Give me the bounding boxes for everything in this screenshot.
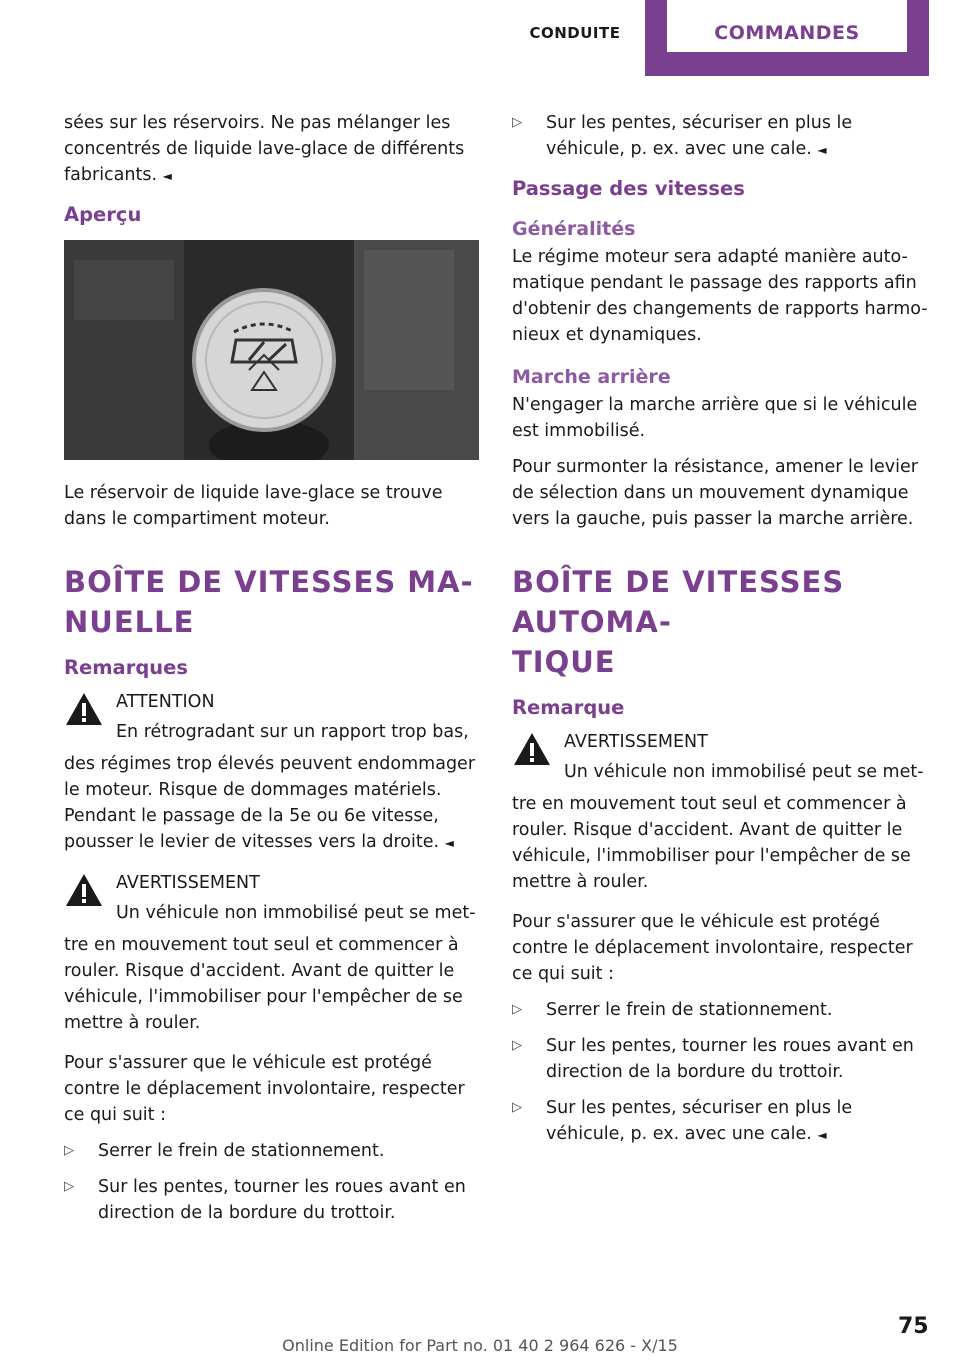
page-number: 75	[898, 1314, 929, 1339]
list-item: ▷ Serrer le frein de stationnement.	[64, 1138, 482, 1164]
end-mark-icon: ◄	[817, 143, 827, 157]
avertissement-first-line: Un véhicule non immobilisé peut se met-	[564, 762, 924, 782]
warning-triangle-icon	[64, 691, 104, 727]
tab-conduite[interactable]: CONDUITE	[529, 24, 621, 42]
bullet-icon: ▷	[512, 115, 522, 130]
warning-triangle-icon	[512, 731, 552, 767]
bullet-icon: ▷	[64, 1143, 74, 1158]
avertissement-title: AVERTISSEMENT	[564, 732, 708, 752]
passage-heading: Passage des vitesses	[512, 177, 745, 200]
footer-edition: Online Edition for Part no. 01 40 2 964 626 - X/15	[282, 1336, 678, 1355]
remarque-heading: Remarque	[512, 696, 625, 719]
list-item: ▷ Sur les pentes, tourner les roues avant en direction de la bordure du trottoir.	[64, 1174, 482, 1226]
tab-commandes-label: COMMANDES	[667, 0, 907, 52]
generalites-heading: Généralités	[512, 218, 636, 240]
attention-title: ATTENTION	[116, 692, 215, 712]
list-item: ▷ Sur les pentes, sécuriser en plus le véhicule, p. ex. avec une cale. ◄	[512, 1095, 930, 1148]
automatic-gearbox-heading	[512, 562, 930, 682]
manual-gearbox-heading	[64, 562, 482, 642]
auto-heading-line2: TIQUE	[512, 645, 616, 679]
right-bullet-list	[512, 997, 930, 1148]
intro-paragraph: sées sur les réservoirs. Ne pas mélanger les concentrés de liquide lave-glace de différents fabricants. ◄	[64, 113, 465, 185]
generalites-paragraph: Le régime moteur sera adapté manière auto-matique pendant le passage des rapports afin d'obtenir des changements de rapports harmo-nieux et dynamiques.	[512, 247, 928, 345]
avertissement-body: tre en mouvement tout seul et commencer à rouler. Risque d'accident. Avant de quitter le véhicule, l'immobiliser pour l'empêcher de se mettre à rouler.	[512, 794, 911, 892]
warning-triangle-icon	[64, 872, 104, 908]
assure-paragraph: Pour s'assurer que le véhicule est protégé contre le déplacement involontaire, respecter ce qui suit :	[64, 1053, 465, 1125]
list-item: ▷ Sur les pentes, sécuriser en plus le véhicule, p. ex. avec une cale. ◄	[512, 110, 930, 163]
page-header	[0, 0, 960, 80]
remarques-heading: Remarques	[64, 656, 189, 679]
marche-paragraph-1: N'engager la marche arrière que si le véhicule est immobilisé.	[512, 395, 918, 441]
end-mark-icon: ◄	[444, 836, 454, 850]
marche-arriere-heading: Marche arrière	[512, 366, 671, 388]
bullet-icon: ▷	[512, 1100, 522, 1115]
avertissement-title: AVERTISSEMENT	[116, 873, 260, 893]
bullet-icon: ▷	[512, 1002, 522, 1017]
marche-paragraph-2: Pour surmonter la résistance, amener le levier de sélection dans un mouvement dynamique vers la gauche, puis passer la marche arrière.	[512, 457, 918, 529]
avertissement-block	[512, 729, 930, 785]
washer-reservoir-image	[64, 240, 479, 460]
attention-body: des régimes trop élevés peuvent endommager le moteur. Risque de dommages matériels. Pendant le passage de la 5e ou 6e vitesse, pousser le levier de vitesses vers la droite. ◄	[64, 754, 476, 852]
list-item: ▷ Serrer le frein de stationnement.	[512, 997, 930, 1023]
avertissement-first-line: Un véhicule non immobilisé peut se met-	[116, 903, 476, 923]
bullet-icon: ▷	[512, 1038, 522, 1053]
left-column	[64, 110, 482, 1238]
avertissement-body: tre en mouvement tout seul et commencer à rouler. Risque d'accident. Avant de quitter le véhicule, l'immobiliser pour l'empêcher de se mettre à rouler.	[64, 935, 463, 1033]
right-top-bullet-list	[512, 110, 930, 163]
assure-paragraph: Pour s'assurer que le véhicule est protégé contre le déplacement involontaire, respecter ce qui suit :	[512, 912, 913, 984]
list-item: ▷ Sur les pentes, tourner les roues avant en direction de la bordure du trottoir.	[512, 1033, 930, 1085]
bullet-icon: ▷	[64, 1179, 74, 1194]
figure-caption: Le réservoir de liquide lave-glace se trouve dans le compartiment moteur.	[64, 483, 443, 529]
attention-first-line: En rétrogradant sur un rapport trop bas,	[116, 722, 469, 742]
apercu-heading: Aperçu	[64, 203, 142, 226]
avertissement-block	[64, 870, 482, 926]
tab-commandes[interactable]	[645, 0, 929, 76]
right-column	[512, 110, 930, 1160]
auto-heading-line1: BOÎTE DE VITESSES AUTOMA-	[512, 565, 845, 639]
manual-heading-line2: NUELLE	[64, 605, 195, 639]
left-bullet-list	[64, 1138, 482, 1226]
end-mark-icon: ◄	[817, 1128, 827, 1142]
attention-block	[64, 689, 482, 745]
manual-heading-line1: BOÎTE DE VITESSES MA-	[64, 565, 474, 599]
end-mark-icon: ◄	[162, 169, 172, 183]
